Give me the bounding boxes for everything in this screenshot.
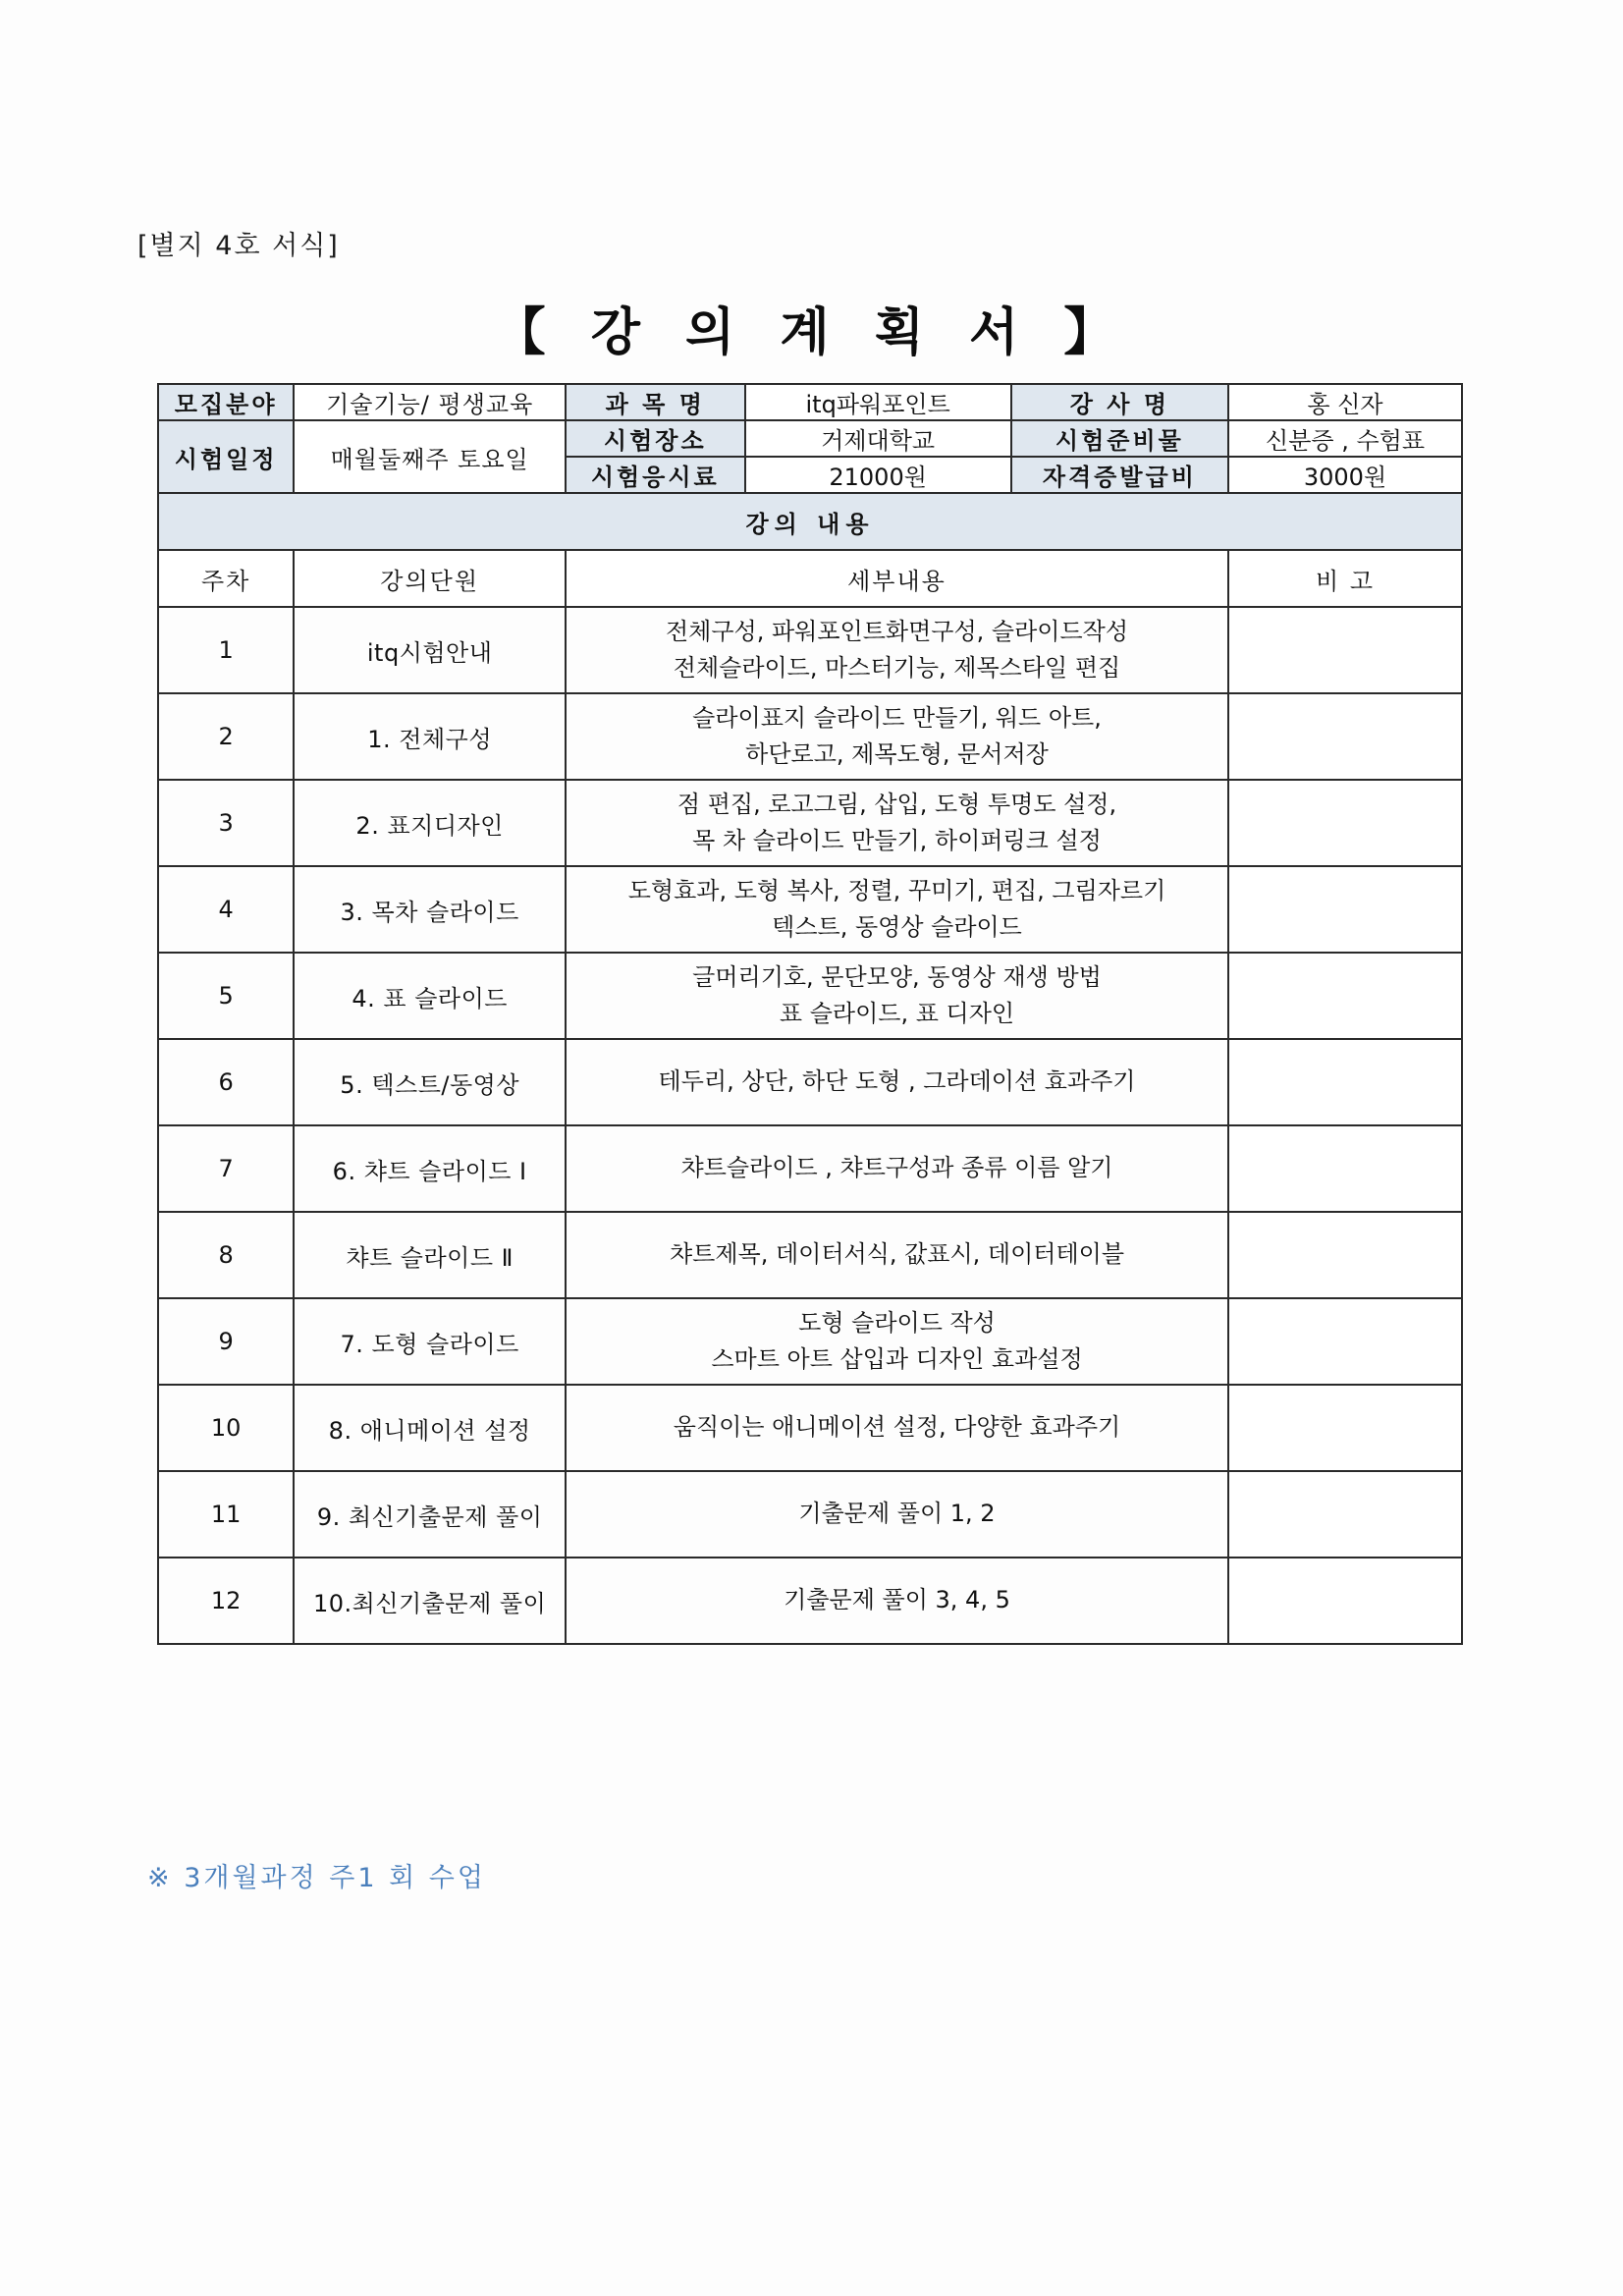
label-materials: 시험준비물 (1011, 420, 1228, 457)
detail-line: 도형효과, 도형 복사, 정렬, 꾸미기, 편집, 그림자르기 (627, 876, 1166, 904)
column-header-detail: 세부내용 (566, 550, 1228, 607)
cell-week: 11 (158, 1471, 294, 1558)
cell-detail (566, 953, 1228, 1039)
label-schedule: 시험일정 (158, 420, 294, 493)
detail-line: 목 차 슬라이드 만들기, 하이퍼링크 설정 (692, 827, 1102, 854)
detail-line: 점 편집, 로고그림, 삽입, 도형 투명도 설정, (676, 790, 1117, 818)
cell-note (1228, 780, 1462, 866)
value-fee: 21000원 (745, 457, 1011, 493)
cell-detail (566, 1298, 1228, 1385)
cell-week: 10 (158, 1385, 294, 1471)
cell-unit: 7. 도형 슬라이드 (294, 1298, 566, 1385)
form-tag: [별지 4호 서식] (137, 231, 340, 261)
cell-note (1228, 1039, 1462, 1125)
detail-line: 하단로고, 제목도형, 문서저장 (745, 740, 1049, 768)
cell-note (1228, 1298, 1462, 1385)
detail-line: 기출문제 풀이 3, 4, 5 (784, 1586, 1010, 1614)
value-schedule: 매월둘째주 토요일 (294, 420, 566, 493)
footnote: ※ 3개월과정 주1 회 수업 (147, 1863, 486, 1893)
cell-note (1228, 953, 1462, 1039)
section-title: 강의 내용 (158, 493, 1462, 550)
cell-detail (566, 607, 1228, 693)
cell-unit: 10.최신기출문제 풀이 (294, 1558, 566, 1644)
detail-line: 글머리기호, 문단모양, 동영상 재생 방법 (692, 962, 1102, 991)
cell-week: 6 (158, 1039, 294, 1125)
table-row (158, 693, 1462, 780)
value-place: 거제대학교 (745, 420, 1011, 457)
detail-line: 전체구성, 파워포인트화면구성, 슬라이드작성 (666, 617, 1129, 645)
cell-unit: 1. 전체구성 (294, 693, 566, 780)
cell-unit: 챠트 슬라이드 Ⅱ (294, 1212, 566, 1298)
label-fee: 시험응시료 (566, 457, 745, 493)
value-cert-fee: 3000원 (1228, 457, 1462, 493)
detail-line: 기출문제 풀이 1, 2 (798, 1500, 996, 1528)
lecture-plan-table (157, 383, 1463, 1645)
cell-unit: 2. 표지디자인 (294, 780, 566, 866)
cell-note (1228, 1212, 1462, 1298)
value-subject: itq파워포인트 (745, 384, 1011, 420)
cell-week: 2 (158, 693, 294, 780)
cell-week: 1 (158, 607, 294, 693)
cell-detail (566, 866, 1228, 953)
table-row (158, 1385, 1462, 1471)
label-place: 시험장소 (566, 420, 745, 457)
table-row (158, 1039, 1462, 1125)
cell-unit: 8. 애니메이션 설정 (294, 1385, 566, 1471)
cell-note (1228, 693, 1462, 780)
cell-unit: 4. 표 슬라이드 (294, 953, 566, 1039)
cell-detail (566, 1125, 1228, 1212)
label-instructor: 강 사 명 (1011, 384, 1228, 420)
content-rows (158, 607, 1462, 1644)
table-row (158, 1212, 1462, 1298)
detail-line: 도형 슬라이드 작성 (798, 1308, 996, 1337)
cell-note (1228, 607, 1462, 693)
detail-line: 챠트슬라이드 , 챠트구성과 종류 이름 알기 (680, 1154, 1113, 1182)
detail-line: 챠트제목, 데이터서식, 값표시, 데이터테이블 (669, 1240, 1125, 1269)
cell-detail (566, 1558, 1228, 1644)
section-title-row (158, 493, 1462, 550)
cell-detail (566, 780, 1228, 866)
table-row (158, 780, 1462, 866)
cell-week: 4 (158, 866, 294, 953)
cell-note (1228, 1471, 1462, 1558)
cell-unit: 3. 목차 슬라이드 (294, 866, 566, 953)
cell-note (1228, 1558, 1462, 1644)
table-row (158, 1298, 1462, 1385)
cell-week: 8 (158, 1212, 294, 1298)
cell-detail (566, 1212, 1228, 1298)
cell-unit: 6. 챠트 슬라이드 Ⅰ (294, 1125, 566, 1212)
value-field: 기술기능/ 평생교육 (294, 384, 566, 420)
cell-week: 7 (158, 1125, 294, 1212)
detail-line: 스마트 아트 삽입과 디자인 효과설정 (711, 1345, 1083, 1373)
column-header-row (158, 550, 1462, 607)
cell-week: 9 (158, 1298, 294, 1385)
cell-week: 5 (158, 953, 294, 1039)
table-row (158, 866, 1462, 953)
table-row (158, 953, 1462, 1039)
cell-detail (566, 1039, 1228, 1125)
label-cert-fee: 자격증발급비 (1011, 457, 1228, 493)
page-title: 【 강 의 계 획 서 】 (494, 303, 1129, 362)
cell-week: 3 (158, 780, 294, 866)
cell-detail (566, 1385, 1228, 1471)
table-row (158, 1471, 1462, 1558)
cell-note (1228, 866, 1462, 953)
detail-line: 움직이는 애니메이션 설정, 다양한 효과주기 (673, 1413, 1121, 1442)
value-instructor: 홍 신자 (1228, 384, 1462, 420)
cell-note (1228, 1125, 1462, 1212)
detail-line: 전체슬라이드, 마스터기능, 제목스타일 편집 (673, 654, 1121, 682)
cell-unit: 5. 텍스트/동영상 (294, 1039, 566, 1125)
label-field: 모집분야 (158, 384, 294, 420)
column-header-week: 주차 (158, 550, 294, 607)
cell-unit: 9. 최신기출문제 풀이 (294, 1471, 566, 1558)
cell-detail (566, 1471, 1228, 1558)
label-subject: 과 목 명 (566, 384, 745, 420)
cell-detail (566, 693, 1228, 780)
column-header-unit: 강의단원 (294, 550, 566, 607)
cell-note (1228, 1385, 1462, 1471)
table-row-info-1 (158, 384, 1462, 420)
detail-line: 표 슬라이드, 표 디자인 (779, 1000, 1015, 1027)
table-row (158, 1125, 1462, 1212)
column-header-note: 비 고 (1228, 550, 1462, 607)
detail-line: 텍스트, 동영상 슬라이드 (772, 913, 1022, 941)
table-row-info-2 (158, 420, 1462, 457)
table-row (158, 1558, 1462, 1644)
detail-line: 테두리, 상단, 하단 도형 , 그라데이션 효과주기 (658, 1067, 1136, 1096)
detail-line: 슬라이표지 슬라이드 만들기, 워드 아트, (692, 703, 1102, 732)
table-row (158, 607, 1462, 693)
value-materials: 신분증 , 수험표 (1228, 420, 1462, 457)
cell-unit: itq시험안내 (294, 607, 566, 693)
cell-week: 12 (158, 1558, 294, 1644)
